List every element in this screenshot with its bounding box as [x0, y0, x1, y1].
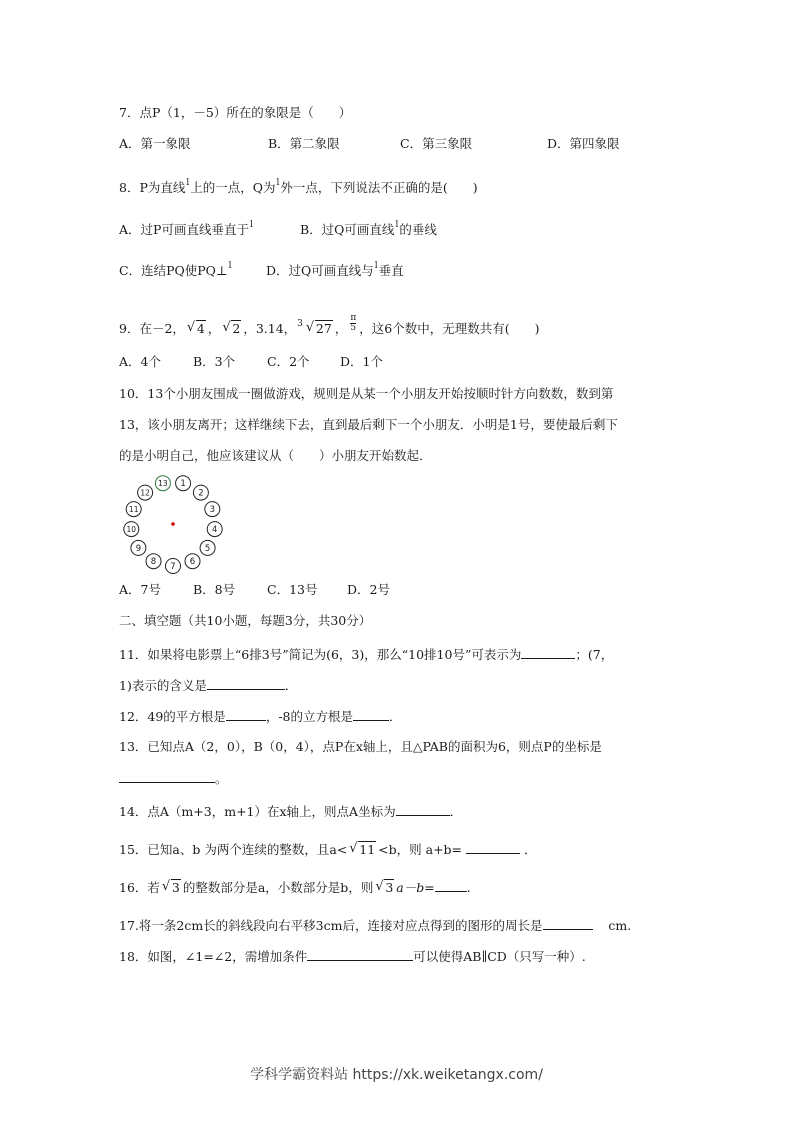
pi-over-5: $\frac{\pi}{5}$: [350, 313, 357, 333]
child-number-7: 7: [170, 562, 176, 572]
cbrt-27: √ 27: [306, 321, 333, 337]
child-number-9: 9: [135, 543, 142, 554]
q13-line2: 。: [119, 770, 228, 787]
q15: 15．已知a、b 为两个连续的整数，且a<√ 11 <b，则 a+b= ．: [119, 841, 537, 858]
q8-stem: 8．P为直线$^l$上的一点，Q为$^l$外一点，下列说法不正确的是( ): [119, 178, 478, 195]
sqrt-2: √ 2: [222, 321, 241, 337]
q14: 14．点A（m+3，m+1）在x轴上，则点A坐标为 ．: [119, 804, 463, 819]
q18-blank[interactable]: [307, 948, 413, 961]
q11-blank-2[interactable]: [207, 677, 285, 690]
q16-blank[interactable]: [435, 879, 467, 892]
q11-blank-1[interactable]: [521, 646, 575, 659]
q14-blank[interactable]: [396, 803, 450, 816]
child-number-8: 8: [150, 557, 157, 568]
q9-option-c: C．2个: [267, 354, 310, 369]
q11-line2: 1)表示的含义是 ．: [119, 678, 298, 693]
q7-option-b: B．第二象限: [268, 136, 340, 151]
q10-option-d: D．2号: [347, 582, 390, 597]
q8-option-c: C．连结PQ使PQ⊥$^l$: [119, 261, 232, 278]
sqrt-4: √ 4: [187, 321, 206, 337]
q17: 17.将一条2cm长的斜线段向右平移3cm后，连接对应点得到的图形的周长是 cm.: [119, 918, 632, 933]
sqrt-3: √ 3: [162, 880, 181, 896]
q8-option-b: B．过Q可画直线$^l$的垂线: [300, 220, 437, 237]
q10-line3: 的是小明自己，他应该建议从（ ）小朋友开始数起．: [119, 448, 432, 463]
q10-option-b: B．8号: [193, 582, 236, 597]
center-dot: [171, 522, 175, 526]
q13-line1: 13．已知点A（2，0），B（0，4），点P在x轴上，且△PAB的面积为6，则点P的坐标是: [119, 739, 602, 754]
q7-option-c: C．第三象限: [400, 136, 473, 151]
q10-option-c: C．13号: [267, 582, 318, 597]
q12: 12．49的平方根是 ，-8的立方根是 ．: [119, 709, 402, 724]
child-number-5: 5: [204, 543, 211, 554]
q16: 16．若√ 3 的整数部分是a，小数部分是b，则√ 3 a－b= .: [119, 879, 471, 896]
child-number-10: 10: [126, 525, 137, 535]
child-number-2: 2: [198, 488, 204, 499]
q8-option-d: D．过Q可画直线与$^l$垂直: [266, 261, 404, 278]
q7-option-d: D．第四象限: [547, 136, 620, 151]
q10-line2: 13，该小朋友离开；这样继续下去，直到最后剩下一个小朋友．小明是1号，要使最后剩下: [119, 417, 618, 432]
q9-option-a: A．4个: [119, 354, 161, 369]
child-number-12: 12: [140, 488, 150, 498]
section-2-title: 二、填空题（共10小题，每题3分，共30分）: [119, 613, 372, 628]
child-number-3: 3: [209, 505, 216, 516]
q10-option-a: A．7号: [119, 582, 161, 597]
q7-stem: 7．点P（1，－5）所在的象限是（ ）: [119, 105, 352, 120]
child-number-13: 13: [158, 479, 168, 489]
q9-stem: 9．在－2，√ 4 ，√ 2 ，3.14，$^3$√ 27 ， $\frac{\pi}{5}$ ，这6个数中，无理数共有( ): [119, 320, 539, 339]
q7-option-a: A．第一象限: [119, 136, 191, 151]
q10-line1: 10．13个小朋友围成一圈做游戏，规则是从某一个小朋友开始按顺时针方向数数，数到第: [119, 386, 614, 401]
page-footer-watermark: 学科学霸资料站 https://xk.weiketangx.com/: [250, 1067, 543, 1083]
child-number-1: 1: [180, 479, 186, 490]
q15-blank[interactable]: [466, 841, 520, 854]
child-number-4: 4: [211, 525, 218, 536]
q12-blank-1[interactable]: [226, 708, 266, 721]
children-circle-figure: [119, 472, 226, 576]
q8-option-a: A．过P可画直线垂直于$^l$: [119, 220, 253, 237]
sqrt-11: √ 11: [349, 842, 376, 858]
sqrt-3-expr: √ 3: [375, 880, 394, 896]
q12-blank-2[interactable]: [353, 708, 389, 721]
child-number-11: 11: [128, 505, 139, 515]
child-number-6: 6: [189, 557, 196, 568]
q9-option-d: D．1个: [340, 354, 383, 369]
q17-blank[interactable]: [543, 917, 593, 930]
q18: 18．如图，∠1=∠2，需增加条件 可以使得AB∥CD（只写一种）.: [119, 949, 586, 964]
q11-line1: 11．如果将电影票上“6排3号”简记为(6，3)，那么“10排10号”可表示为 ；(7，: [119, 647, 614, 662]
q9-option-b: B．3个: [193, 354, 236, 369]
q13-blank[interactable]: [119, 770, 215, 783]
